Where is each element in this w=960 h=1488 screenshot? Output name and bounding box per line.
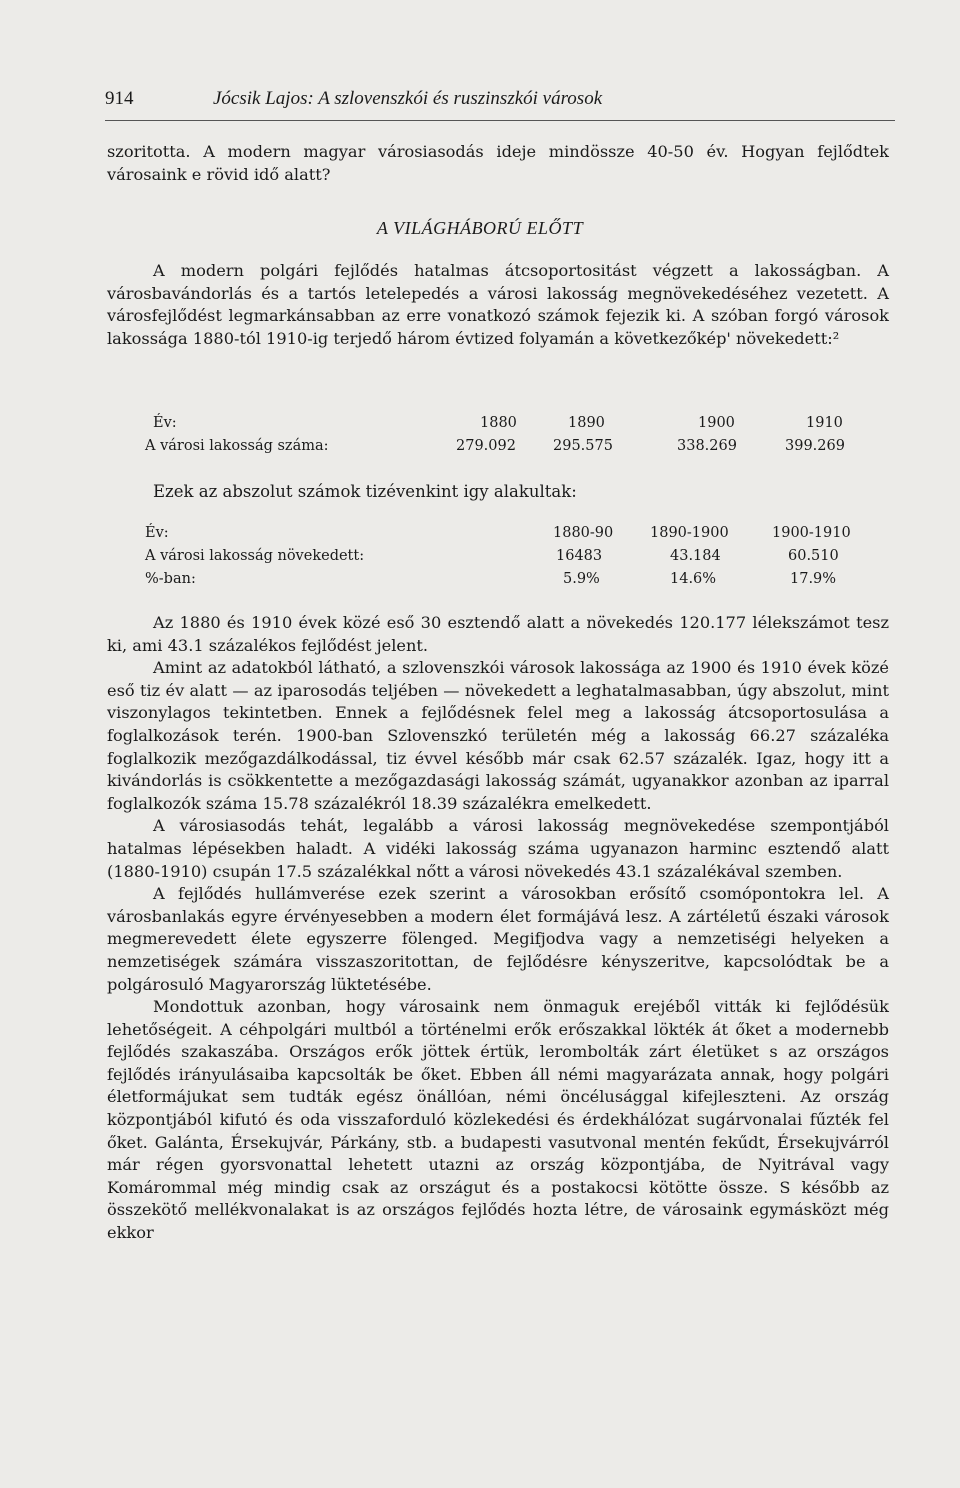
running-title: Jócsik Lajos: A szlovenszkói és ruszinszkói városok [213,88,603,109]
body-text [107,612,889,1245]
table-2-intro: Ezek az abszolut számok tizévenkint igy alakultak: [153,482,577,501]
table-1-value: 295.575 [553,438,613,454]
table-2-period: 1900-1910 [772,525,851,541]
page-number: 914 [105,88,134,109]
table-2-growth: 16483 [556,548,603,564]
header-rule [105,120,895,121]
table-2-pct: 17.9% [790,571,837,587]
paragraph-text: A fejlődés hullámverése ezek szerint a városokban erősítő csomópontokra lel. A városbanlakás egyre érvényesebben a modern élet formájává lesz. A zártéletű északi városok megmerevedett élete egyszerre fölenged. Megifjodva vagy a nemzetiségi helyeken a nemzetiségek számára visszaszoritottan, de fejlődésre kényszeritve, kapcsolódtak be a polgárosuló Magyarország lüktetésébe. [107,884,889,994]
table-1-year: 1900 [698,415,735,431]
table-1-year: 1880 [480,415,517,431]
table-1-year: 1910 [806,415,843,431]
table-1-value: 279.092 [456,438,516,454]
table-1-year: 1890 [568,415,605,431]
table-1-pop-label: A városi lakosság száma: [145,438,329,454]
table-2-year-label: Év: [145,525,169,541]
table-1-value: 399.269 [785,438,845,454]
paragraph-1 [107,260,889,350]
table-2-pct-label: %-ban: [145,571,196,587]
paragraph-text: Mondottuk azonban, hogy városaink nem önmaguk erejéből vitták ki fejlődésük lehetőségeit. A céhpolgári multból a történelmi erők erőszakkal lökték át őket a modernebb fejlődés szakaszába. Országos erők jöttek értük, lerombolták zárt életüket s az országos fejlődés irányulásaiba kapcsolták be őket. Ebben áll némi magyarázata annak, hogy polgári életformájukat sem tudták egész önállóan, némi öncélusággal kifejleszteni. Az ország központjából kifutó és oda visszaforduló közlekedési és érdekhálózat sugárvonalai fűzték fel őket. Galánta, Érsekujvár, Párkány, stb. a budapesti vasutvonal mentén fekűdt, Érsekujvárról már régen gyorsvonattal lehetett utazni az ország központjába, de Nyitrával vagy Komárommal még mindig csak az országut és a postakocsi kötötte össze. S később az összekötő mellékvonalakat is az országos fejlődés hozta létre, de városaink egymásközt még ekkor [107,997,889,1243]
table-2-pct: 5.9% [563,571,600,587]
paragraph-text: A városiasodás tehát, legalább a városi lakosság megnövekedése szempontjából hatalmas lépésekben haladt. A vidéki lakosság száma ugyanazon harminc esztendő alatt (1880-1910) csupán 17.5 százalékkal nőtt a városi növekedés 43.1 százalékával szemben. [107,816,889,881]
section-heading: A VILÁGHÁBORÚ ELŐTT [376,218,584,238]
table-2-pct: 14.6% [670,571,717,587]
intro-text: szoritotta. A modern magyar városiasodás ideje mindössze 40-50 év. Hogyan fejlődtek városaink e rövid idő alatt? [107,142,889,184]
table-2-growth: 60.510 [788,548,839,564]
table-2-growth-label: A városi lakosság növekedett: [145,548,365,564]
table-2-period: 1880-90 [553,525,614,541]
table-2-period: 1890-1900 [650,525,729,541]
paragraph-text: Amint az adatokból látható, a szlovenszkói városok lakossága az 1900 és 1910 évek közé eső tiz év alatt — az iparosodás teljében — növekedett a leghatalmasabban, úgy abszolut, mint viszonylagos tekintetben. Ennek a fejlődésnek felel meg a lakosság átcsoportosulása a foglalkozások terén. 1900-ban Szlovenszkó területén még a lakosság 66.27 százaléka foglalkozik mezőgazdálkodással, tiz évvel később már csak 62.57 százalék. Igaz, hogy itt a kivándorlás is csökkentette a mezőgazdasági lakosság számát, ugyanakkor azonban az iparral foglalkozók száma 15.78 százalékról 18.39 százalékra emelkedett. [107,658,889,813]
paragraph-text: Az 1880 és 1910 évek közé eső 30 esztendő alatt a növekedés 120.177 lélekszámot tesz ki, ami 43.1 százalékos fejlődést jelent. [107,613,889,655]
intro-paragraph [107,141,889,186]
paragraph-1-text: A modern polgári fejlődés hatalmas átcsoportositást végzett a lakosságban. A városbavándorlás és a tartós letelepedés a városi lakosság megnövekedéséhez vezetett. A városfejlődést legmarkánsabban az erre vonatkozó számok fejezik ki. A szóban forgó városok lakossága 1880-tól 1910-ig terjedő három évtized folyamán a következőkép' növekedett:² [107,261,889,348]
table-2-growth: 43.184 [670,548,721,564]
table-1-year-label: Év: [153,415,177,431]
table-1-value: 338.269 [677,438,737,454]
